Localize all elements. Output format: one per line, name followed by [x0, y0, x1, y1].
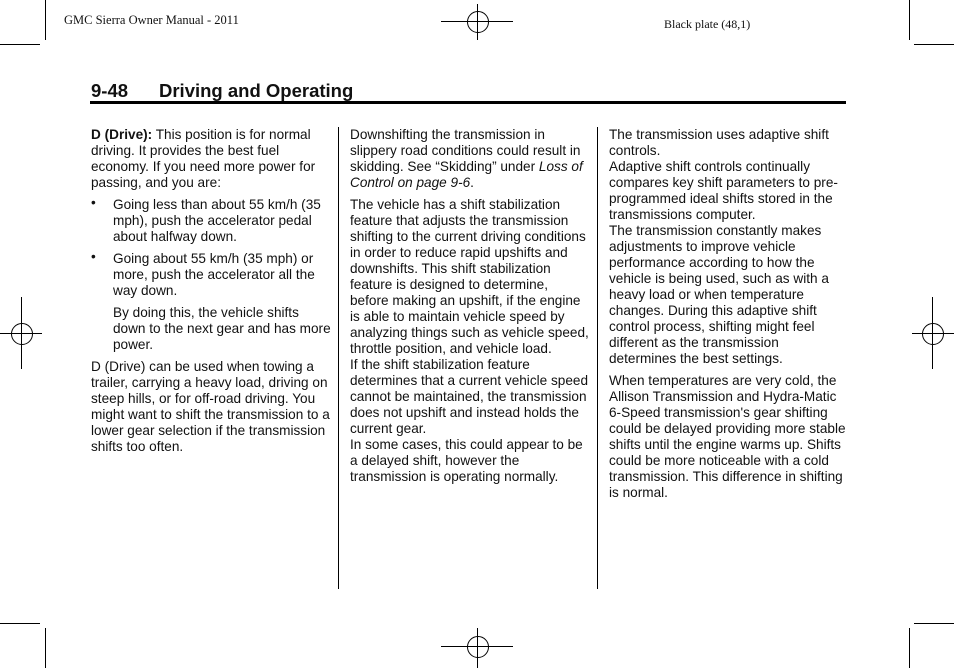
loss-of-control-link[interactable]: Loss of Control on page 9-6 [350, 159, 583, 190]
column-divider [597, 127, 598, 589]
adaptive-controls-paragraph: Adaptive shift controls continually compares key shift parameters to pre-programmed ideal shifts stored in the transmissions computer. [609, 159, 838, 222]
downshift-paragraph [350, 127, 590, 191]
downshift-text: Downshifting the transmission in slippery road conditions could result in skidding. See “Skidding” under [350, 127, 581, 174]
title-rule [90, 101, 846, 104]
crop-mark [909, 0, 910, 40]
delayed-shift-paragraph: In some cases, this could appear to be a delayed shift, however the transmission is operating normally. [350, 437, 583, 484]
bullet-text: Going about 55 km/h (35 mph) or more, push the accelerator all the way down. [113, 251, 315, 298]
cold-temperature-paragraph: When temperatures are very cold, the Allison Transmission and Hydra-Matic 6-Speed transmission's gear shifting could be delayed providing more stable shifts until the engine warms up. Shifts could be more noticeable with a cold transmission. This difference in shifting is normal. [609, 373, 846, 500]
drive-description: This position is for normal driving. It provides the best fuel economy. If you need more power for passing, and you are: [91, 127, 316, 190]
adaptive-intro-paragraph: The transmission uses adaptive shift controls. [609, 127, 829, 158]
bullet-text: Going less than about 55 km/h (35 mph), push the accelerator pedal about halfway down. [113, 197, 321, 244]
crop-mark [909, 628, 910, 668]
column-1 [91, 127, 331, 461]
list-item [91, 251, 331, 299]
crop-mark [45, 0, 46, 40]
indented-paragraph: By doing this, the vehicle shifts down to the next gear and has more power. [113, 305, 331, 352]
bullet-icon: • [91, 249, 96, 264]
drive-paragraph [91, 127, 331, 191]
column-divider [338, 127, 339, 589]
section-title: Driving and Operating [159, 80, 354, 101]
crop-mark [0, 623, 40, 624]
drive-term: D (Drive): [91, 127, 153, 142]
column-3 [609, 127, 849, 507]
adjustments-paragraph: The transmission constantly makes adjustments to improve vehicle performance according to how the vehicle is being used, such as with a heavy load or when temperature changes. During this adaptive shift control process, shifting might feel different as the transmission determines the best settings. [609, 223, 829, 366]
crop-mark [914, 44, 954, 45]
crop-mark [0, 44, 40, 45]
stabilization-paragraph: The vehicle has a shift stabilization feature that adjusts the transmission shifting to the current driving conditions in order to reduce rapid upshifts and downshifts. This shift stabilization feature is designed to determine, before making an upshift, if the engine is able to maintain vehicle speed by analyzing things such as vehicle speed, throttle position, and vehicle load. [350, 197, 589, 356]
crop-mark [45, 628, 46, 668]
crop-mark [914, 623, 954, 624]
bullet-icon: • [91, 195, 96, 210]
plate-label: Black plate (48,1) [664, 17, 751, 31]
page-number: 9-48 [91, 80, 129, 101]
manual-header: GMC Sierra Owner Manual - 2011 [64, 13, 239, 27]
column-2 [350, 127, 590, 491]
downshift-end: . [470, 175, 474, 190]
list-item [91, 197, 331, 245]
stabilization-hold-paragraph: If the shift stabilization feature determines that a current vehicle speed cannot be maintained, the transmission does not upshift and instead holds the current gear. [350, 357, 589, 436]
towing-paragraph: D (Drive) can be used when towing a trailer, carrying a heavy load, driving on steep hills, or for off-road driving. You might want to shift the transmission to a lower gear selection if the transmission shifts too often. [91, 359, 330, 454]
